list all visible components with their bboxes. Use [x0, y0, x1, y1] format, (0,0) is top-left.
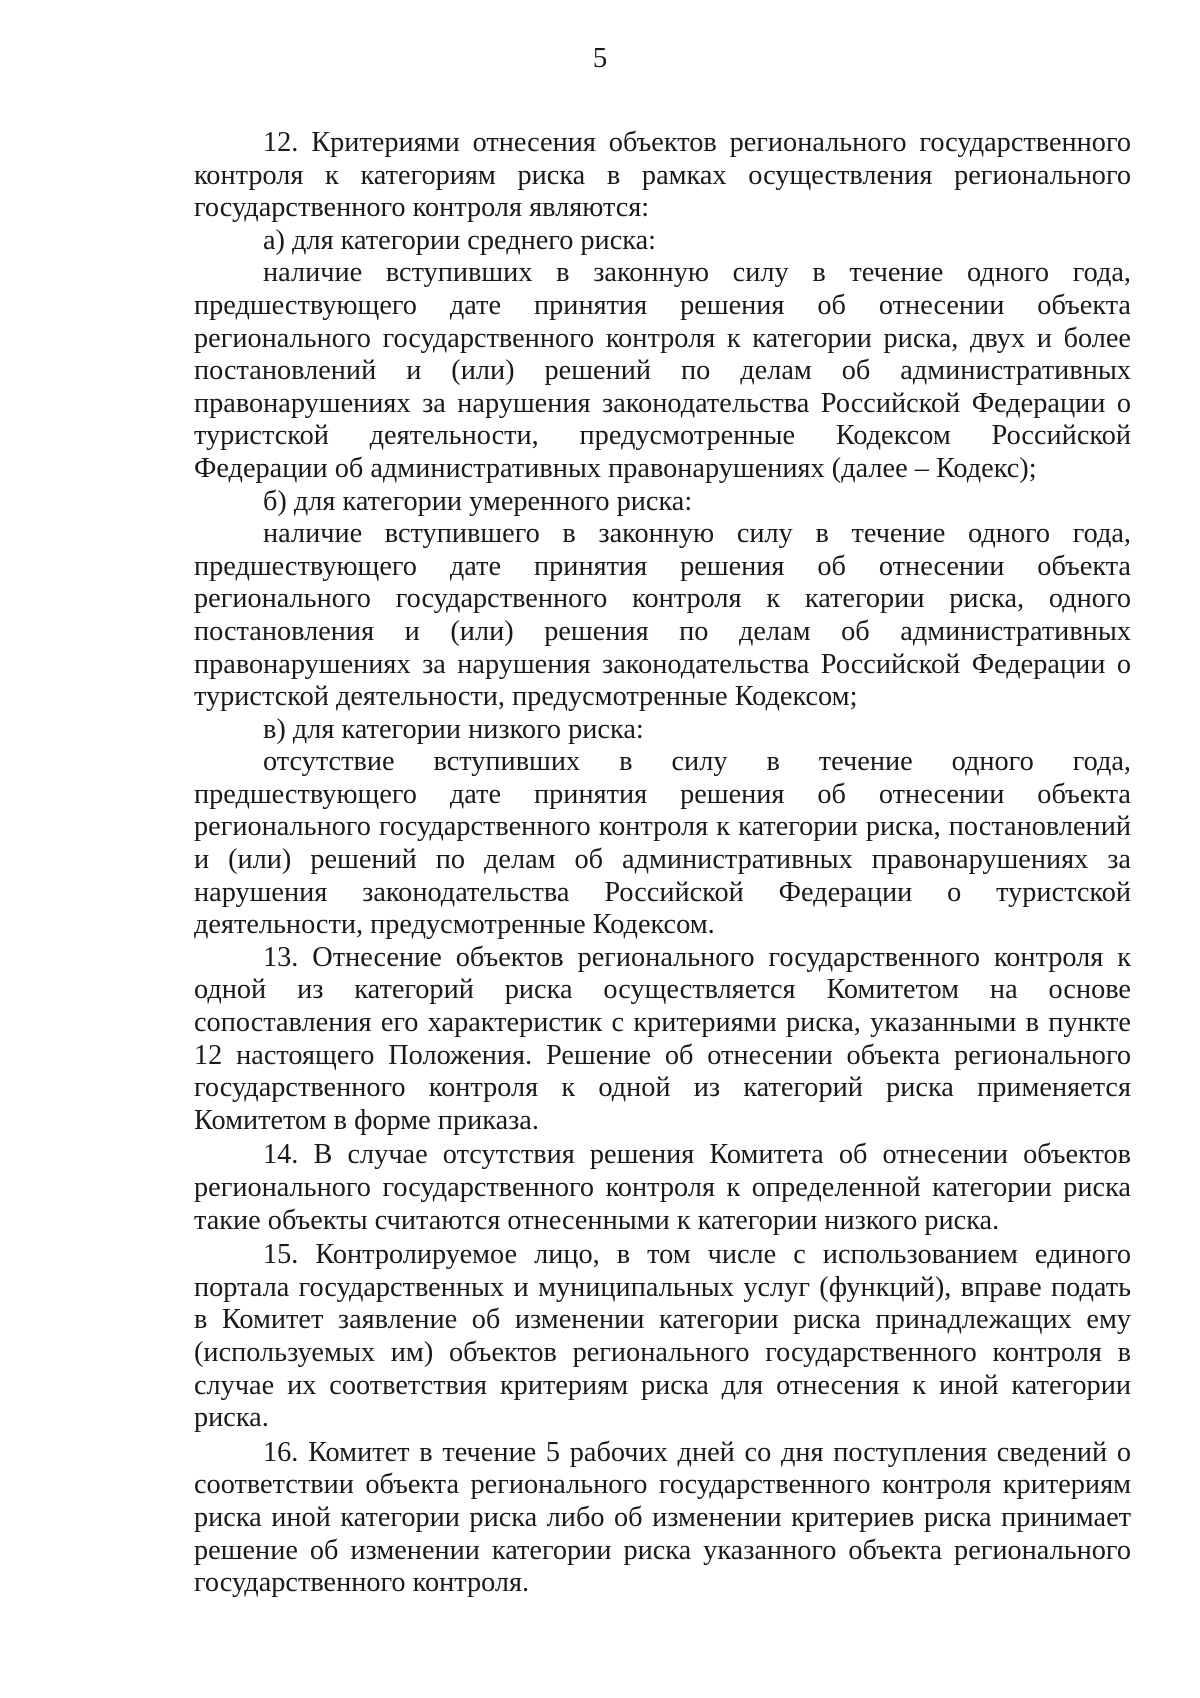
subitem-b-text: наличие вступившего в законную силу в течение одного года, предшествующего дате принятия решения об отнесении объекта регионального государственного контроля к категории риска, одного постановления и (или) решения по делам об административных правонарушениях за нарушения законодательства Российской Федерации о туристской деятельности, предусмотренные Кодексом;	[194, 518, 1131, 713]
subitem-a-text: наличие вступивших в законную силу в течение одного года, предшествующего дате принятия решения об отнесении объекта регионального государственного контроля к категории риска, двух и более постановлений и (или) решений по делам об административных правонарушениях за нарушения законодательства Российской Федерации о туристской деятельности, предусмотренные Кодексом Российской Федерации об административных правонарушениях (далее – Кодекс);	[194, 257, 1131, 484]
paragraph-13: 13. Отнесение объектов регионального государственного контроля к одной из категорий риска осуществляется Комитетом на основе сопоставления его характеристик с критериями риска, указанными в пункте 12 настоящего Положения. Решение об отнесении объекта регионального государственного контроля к одной из категорий риска применяется Комитетом в форме приказа.	[194, 941, 1131, 1136]
paragraph-15: 15. Контролируемое лицо, в том числе с использованием единого портала государственных и муниципальных услуг (функций), вправе подать в Комитет заявление об изменении категории риска принадлежащих ему (используемых им) объектов регионального государственного контроля в случае их соответствия критериям риска для отнесения к иной категории риска.	[194, 1239, 1131, 1434]
document-body	[194, 127, 1131, 1600]
paragraph-14: 14. В случае отсутствия решения Комитета об отнесении объектов регионального государственного контроля к определенной категории риска такие объекты считаются отнесенными к категории низкого риска.	[194, 1139, 1131, 1236]
subitem-a-heading: а) для категории среднего риска:	[263, 224, 657, 256]
subitem-c-heading: в) для категории низкого риска:	[263, 713, 644, 745]
paragraph-12: 12. Критериями отнесения объектов регионального государственного контроля к категориям риска в рамках осуществления регионального государственного контроля являются:	[194, 127, 1131, 224]
paragraph-16: 16. Комитет в течение 5 рабочих дней со дня поступления сведений о соответствии объекта регионального государственного контроля критериям риска иной категории риска либо об изменении критериев риска принимает решение об изменении категории риска указанного объекта регионального государственного контроля.	[194, 1436, 1131, 1599]
page-number: 5	[592, 42, 608, 74]
subitem-c-text: отсутствие вступивших в силу в течение одного года, предшествующего дате принятия решения об отнесении объекта регионального государственного контроля к категории риска, постановлений и (или) решений по делам об административных правонарушениях за нарушения законодательства Российской Федерации о туристской деятельности, предусмотренные Кодексом.	[194, 746, 1131, 941]
subitem-b-heading: б) для категории умеренного риска:	[263, 485, 693, 517]
